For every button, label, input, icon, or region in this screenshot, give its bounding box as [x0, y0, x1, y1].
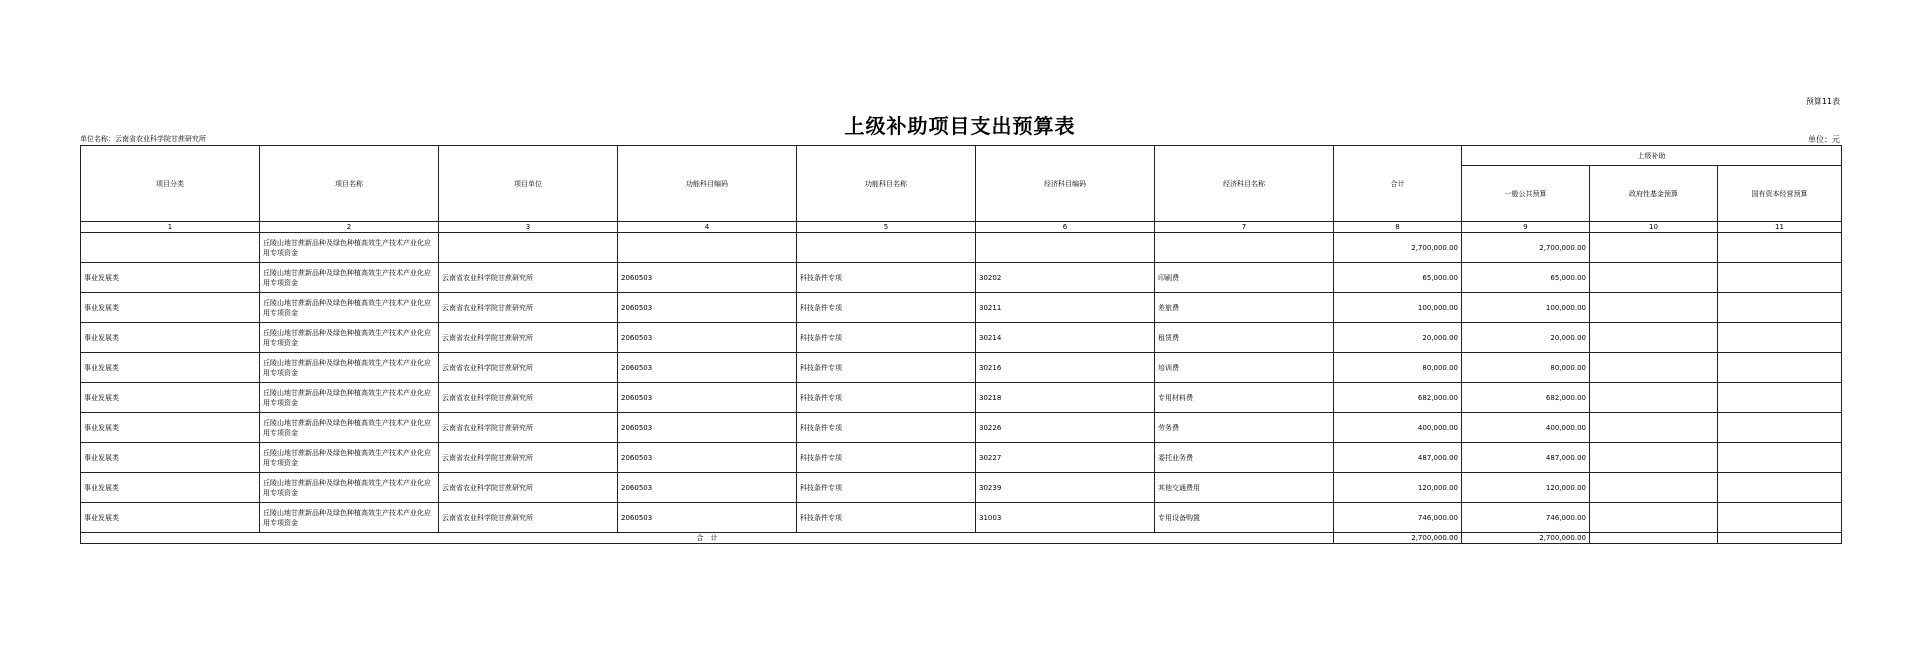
cell-category: 事业发展类: [81, 383, 260, 413]
cell-total: 120,000.00: [1334, 473, 1462, 503]
header-project-unit: 项目单位: [439, 146, 618, 222]
table-row: [81, 383, 1842, 413]
cell-econ-name: [1155, 233, 1334, 263]
cell-category: 事业发展类: [81, 353, 260, 383]
cell-project-unit: 云南省农业科学院甘蔗研究所: [439, 443, 618, 473]
cell-fund-budget: [1590, 323, 1718, 353]
cell-econ-code: 30216: [976, 353, 1155, 383]
cell-state-capital-budget: [1718, 233, 1842, 263]
header-state-capital-budget: 国有资本经营预算: [1718, 166, 1842, 222]
page-title: 上级补助项目支出预算表: [844, 114, 1076, 138]
col-number: 1: [81, 222, 260, 233]
cell-fund-budget: [1590, 233, 1718, 263]
cell-project-unit: 云南省农业科学院甘蔗研究所: [439, 263, 618, 293]
cell-func-name: 科技条件专项: [797, 503, 976, 533]
table-row: [81, 293, 1842, 323]
cell-general-budget: 20,000.00: [1462, 323, 1590, 353]
cell-econ-code: 30227: [976, 443, 1155, 473]
col-number: 2: [260, 222, 439, 233]
cell-econ-name: 培训费: [1155, 353, 1334, 383]
total-fund-budget: [1590, 533, 1718, 544]
cell-total: 65,000.00: [1334, 263, 1462, 293]
cell-project-unit: 云南省农业科学院甘蔗研究所: [439, 413, 618, 443]
cell-project-name: 丘陵山地甘蔗新品种及绿色种植高效生产技术产业化应用专项资金: [260, 383, 439, 413]
cell-econ-code: 30239: [976, 473, 1155, 503]
cell-func-name: 科技条件专项: [797, 353, 976, 383]
cell-general-budget: 746,000.00: [1462, 503, 1590, 533]
cell-project-name: 丘陵山地甘蔗新品种及绿色种植高效生产技术产业化应用专项资金: [260, 473, 439, 503]
cell-econ-code: 31003: [976, 503, 1155, 533]
cell-project-name: 丘陵山地甘蔗新品种及绿色种植高效生产技术产业化应用专项资金: [260, 263, 439, 293]
cell-econ-name: 委托业务费: [1155, 443, 1334, 473]
cell-state-capital-budget: [1718, 503, 1842, 533]
cell-fund-budget: [1590, 413, 1718, 443]
cell-state-capital-budget: [1718, 443, 1842, 473]
cell-econ-code: 30226: [976, 413, 1155, 443]
cell-econ-name: 印刷费: [1155, 263, 1334, 293]
unit-name: 单位名称：云南省农业科学院甘蔗研究所: [80, 135, 206, 143]
cell-func-code: 2060503: [618, 383, 797, 413]
cell-total: 400,000.00: [1334, 413, 1462, 443]
form-number: 预算11表: [1805, 97, 1840, 106]
cell-func-code: 2060503: [618, 293, 797, 323]
cell-category: 事业发展类: [81, 443, 260, 473]
cell-econ-code: 30202: [976, 263, 1155, 293]
cell-func-name: 科技条件专项: [797, 443, 976, 473]
cell-func-name: 科技条件专项: [797, 473, 976, 503]
cell-project-name: 丘陵山地甘蔗新品种及绿色种植高效生产技术产业化应用专项资金: [260, 353, 439, 383]
header-group-superior-subsidy: 上级补助: [1462, 146, 1842, 166]
cell-econ-code: 30211: [976, 293, 1155, 323]
header-func-code: 功能科目编码: [618, 146, 797, 222]
cell-project-unit: 云南省农业科学院甘蔗研究所: [439, 503, 618, 533]
total-general-budget: 2,700,000.00: [1462, 533, 1590, 544]
cell-state-capital-budget: [1718, 323, 1842, 353]
col-number: 6: [976, 222, 1155, 233]
cell-func-name: 科技条件专项: [797, 383, 976, 413]
col-number: 11: [1718, 222, 1842, 233]
cell-total: 100,000.00: [1334, 293, 1462, 323]
cell-category: 事业发展类: [81, 473, 260, 503]
cell-fund-budget: [1590, 293, 1718, 323]
cell-category: [81, 233, 260, 263]
cell-func-code: 2060503: [618, 473, 797, 503]
cell-project-unit: [439, 233, 618, 263]
cell-func-code: 2060503: [618, 353, 797, 383]
currency-unit: 单位：元: [1808, 135, 1840, 144]
cell-econ-name: 差旅费: [1155, 293, 1334, 323]
cell-project-unit: 云南省农业科学院甘蔗研究所: [439, 383, 618, 413]
cell-general-budget: 100,000.00: [1462, 293, 1590, 323]
cell-econ-code: 30214: [976, 323, 1155, 353]
cell-func-name: 科技条件专项: [797, 293, 976, 323]
cell-fund-budget: [1590, 503, 1718, 533]
cell-general-budget: 682,000.00: [1462, 383, 1590, 413]
cell-total: 746,000.00: [1334, 503, 1462, 533]
total-label: 合 计: [81, 533, 1334, 544]
total-row: [81, 533, 1842, 544]
table-row: [81, 443, 1842, 473]
cell-category: 事业发展类: [81, 293, 260, 323]
table-row: [81, 323, 1842, 353]
header-project-name: 项目名称: [260, 146, 439, 222]
cell-project-unit: 云南省农业科学院甘蔗研究所: [439, 323, 618, 353]
cell-general-budget: 487,000.00: [1462, 443, 1590, 473]
cell-project-unit: 云南省农业科学院甘蔗研究所: [439, 293, 618, 323]
total-amount: 2,700,000.00: [1334, 533, 1462, 544]
cell-project-name: 丘陵山地甘蔗新品种及绿色种植高效生产技术产业化应用专项资金: [260, 233, 439, 263]
cell-total: 20,000.00: [1334, 323, 1462, 353]
cell-fund-budget: [1590, 263, 1718, 293]
cell-state-capital-budget: [1718, 353, 1842, 383]
cell-category: 事业发展类: [81, 323, 260, 353]
cell-project-unit: 云南省农业科学院甘蔗研究所: [439, 473, 618, 503]
table-row: [81, 473, 1842, 503]
cell-total: 487,000.00: [1334, 443, 1462, 473]
cell-func-code: 2060503: [618, 503, 797, 533]
cell-econ-name: 专用材料费: [1155, 383, 1334, 413]
col-number: 7: [1155, 222, 1334, 233]
cell-state-capital-budget: [1718, 473, 1842, 503]
col-number: 10: [1590, 222, 1718, 233]
cell-fund-budget: [1590, 473, 1718, 503]
cell-func-code: 2060503: [618, 413, 797, 443]
cell-econ-name: 专用设备购置: [1155, 503, 1334, 533]
cell-fund-budget: [1590, 353, 1718, 383]
cell-general-budget: 120,000.00: [1462, 473, 1590, 503]
cell-fund-budget: [1590, 443, 1718, 473]
col-number: 9: [1462, 222, 1590, 233]
cell-total: 2,700,000.00: [1334, 233, 1462, 263]
cell-func-name: 科技条件专项: [797, 323, 976, 353]
header-total: 合计: [1334, 146, 1462, 222]
total-state-capital-budget: [1718, 533, 1842, 544]
cell-func-name: 科技条件专项: [797, 413, 976, 443]
header-fund-budget: 政府性基金预算: [1590, 166, 1718, 222]
header-econ-code: 经济科目编码: [976, 146, 1155, 222]
cell-func-code: 2060503: [618, 263, 797, 293]
cell-total: 682,000.00: [1334, 383, 1462, 413]
cell-total: 80,000.00: [1334, 353, 1462, 383]
header-general-budget: 一般公共预算: [1462, 166, 1590, 222]
cell-econ-name: 其他交通费用: [1155, 473, 1334, 503]
cell-category: 事业发展类: [81, 413, 260, 443]
cell-state-capital-budget: [1718, 263, 1842, 293]
col-number: 8: [1334, 222, 1462, 233]
table-body: [81, 233, 1842, 533]
cell-project-name: 丘陵山地甘蔗新品种及绿色种植高效生产技术产业化应用专项资金: [260, 443, 439, 473]
cell-fund-budget: [1590, 383, 1718, 413]
cell-general-budget: 80,000.00: [1462, 353, 1590, 383]
cell-general-budget: 2,700,000.00: [1462, 233, 1590, 263]
cell-func-name: 科技条件专项: [797, 263, 976, 293]
column-number-row: [81, 222, 1842, 233]
cell-func-name: [797, 233, 976, 263]
col-number: 4: [618, 222, 797, 233]
cell-project-name: 丘陵山地甘蔗新品种及绿色种植高效生产技术产业化应用专项资金: [260, 503, 439, 533]
header-econ-name: 经济科目名称: [1155, 146, 1334, 222]
cell-state-capital-budget: [1718, 413, 1842, 443]
cell-project-unit: 云南省农业科学院甘蔗研究所: [439, 353, 618, 383]
cell-econ-name: 劳务费: [1155, 413, 1334, 443]
cell-econ-code: 30218: [976, 383, 1155, 413]
table-row: [81, 233, 1842, 263]
cell-general-budget: 400,000.00: [1462, 413, 1590, 443]
cell-econ-code: [976, 233, 1155, 263]
table-row: [81, 353, 1842, 383]
table-row: [81, 263, 1842, 293]
cell-project-name: 丘陵山地甘蔗新品种及绿色种植高效生产技术产业化应用专项资金: [260, 413, 439, 443]
cell-state-capital-budget: [1718, 383, 1842, 413]
cell-func-code: [618, 233, 797, 263]
header-category: 项目分类: [81, 146, 260, 222]
table-row: [81, 413, 1842, 443]
cell-econ-name: 租赁费: [1155, 323, 1334, 353]
cell-general-budget: 65,000.00: [1462, 263, 1590, 293]
cell-category: 事业发展类: [81, 263, 260, 293]
cell-project-name: 丘陵山地甘蔗新品种及绿色种植高效生产技术产业化应用专项资金: [260, 293, 439, 323]
cell-func-code: 2060503: [618, 323, 797, 353]
table-row: [81, 503, 1842, 533]
col-number: 5: [797, 222, 976, 233]
cell-category: 事业发展类: [81, 503, 260, 533]
cell-project-name: 丘陵山地甘蔗新品种及绿色种植高效生产技术产业化应用专项资金: [260, 323, 439, 353]
header-func-name: 功能科目名称: [797, 146, 976, 222]
budget-table: [80, 145, 1842, 544]
col-number: 3: [439, 222, 618, 233]
cell-func-code: 2060503: [618, 443, 797, 473]
cell-state-capital-budget: [1718, 293, 1842, 323]
